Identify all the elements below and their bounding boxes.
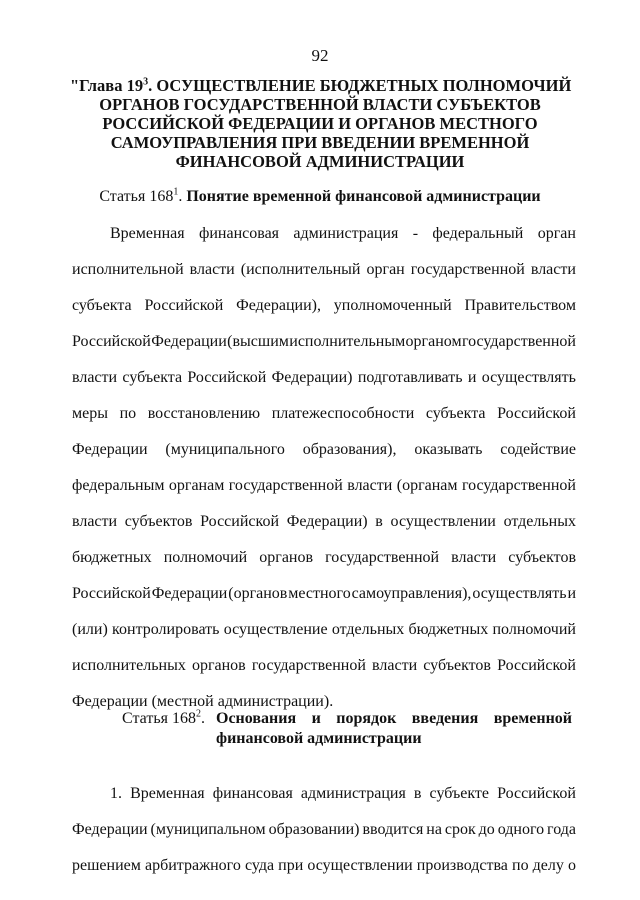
word: субъектов bbox=[423, 657, 491, 674]
word: финансовая bbox=[212, 785, 293, 802]
word: арбитражного bbox=[144, 857, 241, 874]
chapter-title bbox=[70, 76, 570, 171]
word: администрация bbox=[300, 785, 406, 802]
word: делу bbox=[532, 857, 564, 874]
word: вводится bbox=[362, 821, 424, 838]
word: до bbox=[478, 821, 495, 838]
word: Федерации bbox=[72, 821, 148, 838]
word: Основания bbox=[216, 710, 297, 727]
word: Федерации) bbox=[271, 369, 353, 386]
word: государственной bbox=[410, 261, 525, 278]
word: (исполнительный bbox=[240, 261, 361, 278]
text-line bbox=[72, 252, 576, 288]
word: по bbox=[119, 405, 137, 422]
word: государственной bbox=[461, 477, 576, 494]
word: субъекта bbox=[425, 405, 486, 422]
word: при bbox=[278, 857, 304, 874]
word: власти bbox=[189, 261, 235, 278]
text-line bbox=[72, 432, 576, 468]
article-title: Понятие временной финансовой администрации bbox=[186, 188, 541, 205]
article-168-1-paragraph bbox=[72, 216, 576, 720]
word: (муниципальном bbox=[150, 821, 266, 838]
word: Российской bbox=[497, 405, 576, 422]
word: о bbox=[567, 857, 576, 874]
text-line bbox=[72, 324, 576, 360]
word: власти bbox=[372, 657, 418, 674]
word: контролировать bbox=[112, 621, 220, 638]
word: органам bbox=[168, 477, 225, 494]
word: Российской bbox=[497, 657, 576, 674]
word: орган bbox=[366, 261, 405, 278]
word: субъекте bbox=[429, 785, 489, 802]
text-line bbox=[72, 540, 576, 576]
word: осуществлении bbox=[307, 857, 413, 874]
word: введения bbox=[411, 710, 479, 727]
word: субъектов bbox=[508, 549, 576, 566]
word: государственной bbox=[251, 657, 366, 674]
text-line bbox=[72, 396, 576, 432]
text-line bbox=[72, 848, 576, 884]
chapter-title-line: РОССИЙСКОЙ ФЕДЕРАЦИИ И ОРГАНОВ МЕСТНОГО bbox=[102, 114, 538, 133]
word: власти bbox=[530, 261, 576, 278]
word: Российской bbox=[497, 785, 576, 802]
word: Федерации), bbox=[236, 297, 321, 314]
word: Федерации (местной администрации). bbox=[72, 693, 334, 710]
word: и bbox=[567, 585, 576, 602]
text-line bbox=[72, 288, 576, 324]
word: органом bbox=[405, 333, 462, 350]
word: по bbox=[512, 857, 529, 874]
word: срок bbox=[444, 821, 476, 838]
word: Федерации bbox=[72, 441, 148, 458]
chapter-title-line: ФИНАНСОВОЙ АДМИНИСТРАЦИИ bbox=[175, 152, 465, 171]
word: Федерации bbox=[151, 333, 227, 350]
word: меры bbox=[72, 405, 108, 422]
word: власти bbox=[72, 369, 118, 386]
word: и bbox=[311, 710, 321, 727]
word: местного bbox=[288, 585, 351, 602]
article-title-continued: финансовой администрации bbox=[216, 730, 422, 747]
word: власти bbox=[347, 477, 393, 494]
word: исполнительной bbox=[72, 261, 184, 278]
article-title bbox=[216, 710, 572, 728]
text-line bbox=[72, 468, 576, 504]
word: Правительством bbox=[464, 297, 576, 314]
word: Федерации bbox=[151, 585, 228, 602]
article-168-1-heading: Статья $168^1$. Понятие временной финансовой администрации bbox=[99, 186, 541, 205]
word: Российской bbox=[72, 333, 151, 350]
word: порядок bbox=[336, 710, 397, 727]
word: субъекта bbox=[72, 297, 132, 314]
word: федеральным bbox=[72, 477, 165, 494]
word: на bbox=[426, 821, 442, 838]
word: государственной bbox=[325, 549, 440, 566]
word: осуществлять bbox=[472, 585, 567, 602]
word: финансовая bbox=[198, 225, 280, 242]
word: орган bbox=[537, 225, 576, 242]
word: (высшим bbox=[227, 333, 289, 350]
word: - bbox=[412, 225, 419, 242]
word: Федерации) bbox=[286, 513, 368, 530]
word: органов bbox=[259, 549, 314, 566]
word: власти bbox=[451, 549, 497, 566]
word: федеральный bbox=[432, 225, 524, 242]
word: осуществлении bbox=[390, 513, 496, 530]
word: осуществление bbox=[223, 621, 328, 638]
word: подготавливать bbox=[357, 369, 463, 386]
word: содействие bbox=[500, 441, 576, 458]
word: в bbox=[375, 513, 383, 530]
page-number: 92 bbox=[311, 46, 329, 65]
word: субъекта bbox=[122, 369, 183, 386]
word: суда bbox=[244, 857, 275, 874]
word: производства bbox=[416, 857, 508, 874]
word: отдельных bbox=[331, 621, 405, 638]
text-line bbox=[72, 776, 576, 812]
word: уполномоченный bbox=[333, 297, 452, 314]
word: бюджетных bbox=[408, 621, 489, 638]
word: оказывать bbox=[414, 441, 483, 458]
word: администрация bbox=[293, 225, 399, 242]
word: исполнительным bbox=[289, 333, 406, 350]
word: Российской bbox=[72, 585, 151, 602]
word: платежеспособности bbox=[271, 405, 415, 422]
word: в bbox=[413, 785, 422, 802]
word: полномочий bbox=[163, 549, 248, 566]
word: года bbox=[547, 821, 576, 838]
word: отдельных bbox=[503, 513, 576, 530]
chapter-title-line: ОРГАНОВ ГОСУДАРСТВЕННОЙ ВЛАСТИ СУБЪЕКТОВ bbox=[99, 95, 541, 114]
word: (органов bbox=[228, 585, 288, 602]
word: Временная bbox=[130, 785, 205, 802]
word: временной bbox=[493, 710, 572, 727]
word: Временная bbox=[110, 225, 185, 242]
word: Российской bbox=[144, 297, 224, 314]
text-line bbox=[72, 216, 576, 252]
text-line bbox=[72, 812, 576, 848]
word: и bbox=[467, 369, 477, 386]
word: (муниципального bbox=[165, 441, 285, 458]
word: власти bbox=[72, 513, 118, 530]
text-line bbox=[72, 360, 576, 396]
article-168-2-heading: Статья $168^2$. Основания и порядок введения временной финансовой администрации bbox=[122, 708, 572, 747]
word: осуществлять bbox=[481, 369, 576, 386]
word: восстановлению bbox=[147, 405, 261, 422]
word: исполнительных bbox=[72, 657, 186, 674]
word: образовании) bbox=[268, 821, 360, 838]
word: государственной bbox=[461, 333, 576, 350]
word: решением bbox=[72, 857, 141, 874]
text-line bbox=[72, 504, 576, 540]
word: полномочий bbox=[492, 621, 576, 638]
text-line bbox=[72, 648, 576, 684]
word: самоуправления), bbox=[351, 585, 472, 602]
word: Российской bbox=[200, 513, 280, 530]
word: образования), bbox=[302, 441, 397, 458]
word: (органам bbox=[396, 477, 458, 494]
word: органов bbox=[191, 657, 246, 674]
word: одного bbox=[497, 821, 545, 838]
word: государственной bbox=[228, 477, 343, 494]
word: 1. bbox=[110, 785, 122, 802]
text-line bbox=[72, 612, 576, 648]
chapter-title-line: "Глава $19^3$. ОСУЩЕСТВЛЕНИЕ БЮДЖЕТНЫХ ПОЛНОМОЧИЙ bbox=[70, 76, 572, 95]
article-168-2-paragraph bbox=[72, 776, 576, 884]
chapter-title-line: САМОУПРАВЛЕНИЯ ПРИ ВВЕДЕНИИ ВРЕМЕННОЙ bbox=[110, 133, 530, 152]
word: субъектов bbox=[124, 513, 193, 530]
text-line bbox=[72, 576, 576, 612]
word: (или) bbox=[72, 621, 108, 638]
word: бюджетных bbox=[72, 549, 152, 566]
word: Российской bbox=[187, 369, 267, 386]
